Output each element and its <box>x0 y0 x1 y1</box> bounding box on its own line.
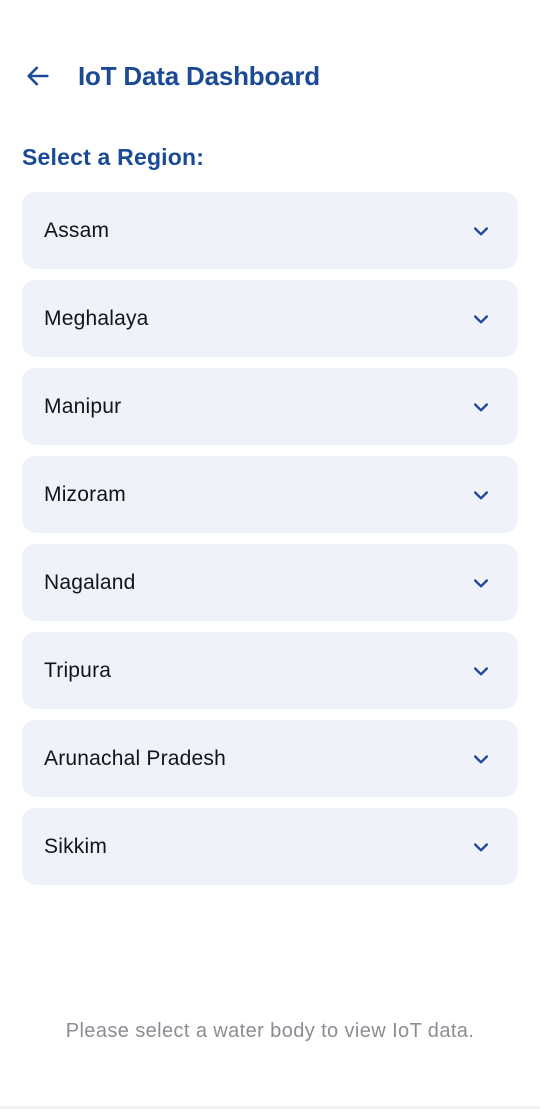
region-dropdown-mizoram[interactable] <box>22 456 518 533</box>
chevron-down-icon <box>470 308 492 330</box>
chevron-down-icon <box>470 572 492 594</box>
region-dropdown-nagaland[interactable] <box>22 544 518 621</box>
chevron-down-icon <box>470 748 492 770</box>
region-label: Arunachal Pradesh <box>44 746 227 770</box>
region-section-label: Select a Region: <box>22 144 205 170</box>
chevron-down-icon <box>470 836 492 858</box>
region-label: Nagaland <box>44 570 136 594</box>
region-dropdown-meghalaya[interactable] <box>22 280 518 357</box>
chevron-down-icon <box>470 484 492 506</box>
region-label: Manipur <box>44 394 122 418</box>
chevron-down-icon <box>470 220 492 242</box>
region-label: Tripura <box>44 658 112 682</box>
chevron-down-icon <box>470 660 492 682</box>
region-dropdown-arunachal-pradesh[interactable] <box>22 720 518 797</box>
region-label: Meghalaya <box>44 306 149 330</box>
region-dropdown-sikkim[interactable] <box>22 808 518 885</box>
region-label: Assam <box>44 218 110 242</box>
arrow-left-icon <box>24 62 52 90</box>
region-dropdown-manipur[interactable] <box>22 368 518 445</box>
chevron-down-icon <box>470 396 492 418</box>
region-list <box>22 192 518 896</box>
page-title: IoT Data Dashboard <box>78 60 320 91</box>
region-label: Sikkim <box>44 834 108 858</box>
region-dropdown-assam[interactable] <box>22 192 518 269</box>
empty-state-hint: Please select a water body to view IoT data. <box>65 1020 475 1042</box>
back-button[interactable] <box>20 60 56 92</box>
region-dropdown-tripura[interactable] <box>22 632 518 709</box>
region-label: Mizoram <box>44 482 126 506</box>
app-bar <box>0 40 540 112</box>
